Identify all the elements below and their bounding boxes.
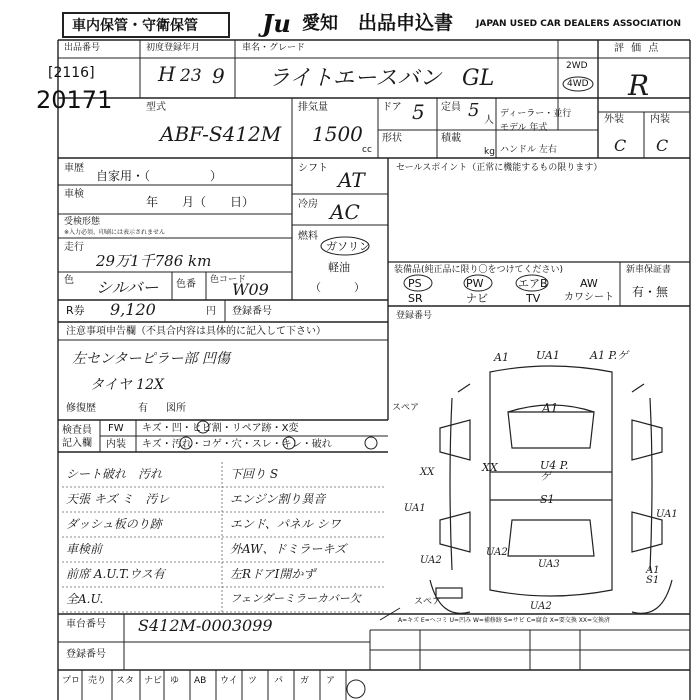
history-label: 車歴 [64, 163, 84, 174]
color-code-label: 色コード [210, 275, 247, 285]
car-name: ライトエースバン [268, 66, 442, 91]
capacity-label: 定員 [441, 102, 461, 113]
inspector-note-l4: 車検前 [66, 542, 103, 556]
equip-ps: PS [408, 277, 422, 290]
seal-right-label: 登録番号 [396, 311, 433, 321]
reg-no-label: 登録番号 [66, 649, 106, 660]
shift-value: AT [338, 168, 365, 192]
bottom-cell-7: ウイ [220, 676, 238, 686]
lot-number: 20171 [36, 86, 113, 114]
equip-leather: カワシート [564, 292, 614, 303]
form-label: 形状 [382, 133, 402, 144]
shift-label: シフト [298, 163, 328, 174]
diagram-mark-8: UA1 [404, 503, 426, 514]
notes-heading: 注意事項申告欄（不具合内容は具体的に記入して下さい） [66, 326, 326, 337]
inspector-note-r6: フェンダーミラーカバー欠 [230, 592, 361, 605]
interior-label: 内装 [650, 114, 670, 125]
fw-label: FW [108, 423, 124, 434]
bottom-cell-6: AB [194, 676, 207, 686]
diagram-mark-3: A1 P.ゲ [590, 349, 629, 362]
diagram-mark-9: UA1 [656, 509, 678, 520]
diagram-mark-6: S1 [540, 493, 555, 506]
warranty-with-without: 有・無 [632, 285, 669, 299]
damage-legend: A=キズ E=ヘコミ U=凹み W=補修跡 S=サビ C=腐食 X=要交換 XX=交換済 [398, 617, 610, 624]
diagram-mark-10: UA2 [420, 555, 442, 566]
interior-items: キズ・汚れ・コゲ・穴・スレ・キレ・破れ [142, 439, 332, 450]
inspector-note-r5: 左RドアI開かず [230, 567, 316, 581]
color-value: シルバー [96, 278, 159, 297]
equip-navi: ナビ [466, 292, 488, 305]
equip-aw: AW [580, 277, 598, 290]
color-no-label: 色番 [176, 279, 196, 290]
inspector-note-l1: シート破れ 汚れ [66, 467, 163, 481]
car-grade-label: 車名・グレード [242, 43, 306, 53]
diagram-mark-11: UA2 [486, 547, 508, 558]
sales-point-label: セールスポイント（正常に機能するもの限ります） [396, 163, 603, 173]
spare-label-top: スペア [392, 403, 420, 413]
aircon-label: 冷房 [298, 199, 318, 210]
door-count: 5 [412, 100, 425, 124]
diagram-mark-7: XX [482, 461, 498, 474]
inspector-note-l6: 全A.U. [66, 592, 104, 606]
yen-unit: 円 [206, 306, 216, 317]
interior-inspect-label: 内装 [106, 439, 126, 450]
diagram-mark-2: UA1 [536, 349, 560, 362]
fuel-other: （ ） [310, 281, 365, 294]
diagram-mark-4: A1 [542, 401, 559, 415]
repair-figure: 図所 [166, 403, 186, 414]
fuel-gasoline: ガソリン [326, 240, 370, 253]
spare-label-bottom: スペア [414, 597, 442, 607]
fuel-label: 燃料 [298, 231, 318, 242]
recycle-note: ※入力必須、印刷には表示されません [64, 229, 166, 236]
kg-unit: kg [484, 147, 495, 157]
inspection-label: 車検 [64, 189, 84, 200]
repair-existence: 有 [138, 403, 148, 414]
storage-badge-box [62, 12, 230, 38]
storage-badge: 車内保管・守衛保管 [72, 18, 198, 34]
inspector-note-l5: 前席 A.U.T.ウス有 [66, 567, 165, 581]
equipment-label: 装備品(純正品に限り〇をつけてください) [394, 265, 564, 275]
logo-mark: Ju [262, 9, 291, 38]
equip-airbag: エアB [518, 277, 548, 290]
new-warranty-label: 新車保証書 [626, 265, 672, 275]
inspector-note-l3: ダッシュ板のり跡 [66, 517, 162, 531]
inspector-note-r2: エンジン割り異音 [230, 492, 326, 506]
model-year-label: モデル 年式 [500, 123, 548, 133]
steering-label: ハンドル 左右 [500, 145, 557, 155]
car-grade: GL [462, 66, 495, 91]
bottom-cell-9: パ [274, 676, 284, 686]
exterior-grade: C [614, 136, 627, 155]
inspector-note-r4: 外AW、ドミラーキズ [230, 542, 347, 556]
displacement-label: 排気量 [298, 102, 328, 113]
drive-2wd: 2WD [566, 61, 588, 71]
repair-history-label: 修復歴 [66, 403, 96, 414]
bottom-cell-10: ガ [300, 676, 310, 686]
r-ticket-value: 9,120 [110, 300, 156, 319]
note-line-1: 左センターピラー部 凹傷 [72, 351, 230, 367]
fuel-diesel: 軽油 [328, 261, 350, 274]
interior-grade: C [656, 136, 669, 155]
logo-region: 愛知 [302, 13, 338, 34]
load-label: 積載 [441, 133, 461, 144]
usage-value: 自家用・（ ） [96, 169, 223, 183]
inspector-note-r1: 下回り S [230, 467, 279, 481]
model-code: ABF-S412M [160, 122, 282, 146]
era: H [158, 62, 176, 86]
inspector-note-l2: 天張 キズ ミ 汚レ [66, 492, 170, 506]
diagram-mark-13: A1 S1 [646, 565, 660, 586]
evaluation-score: R [628, 69, 650, 102]
equip-tv: TV [526, 292, 541, 305]
ref-number: [2116] [48, 65, 95, 81]
diagram-mark-15: XX [420, 467, 435, 478]
aircon-value: AC [330, 200, 360, 224]
r-ticket-label: R券 [66, 304, 85, 317]
diagram-mark-14: UA2 [530, 601, 552, 612]
mileage-value: 29万1千786 km [96, 252, 212, 270]
bottom-cell-4: ナビ [144, 676, 163, 686]
diagram-mark-1: A1 [494, 351, 509, 364]
people-unit: 人 [484, 115, 494, 126]
bottom-cell-11: ア [326, 676, 336, 686]
displacement-value: 1500 [312, 122, 363, 146]
model-label: 型式 [146, 102, 166, 113]
seat-count: 5 [468, 100, 480, 121]
equip-sr: SR [408, 292, 423, 305]
doors-label: ドア [382, 102, 402, 113]
chassis-label: 車台番号 [66, 619, 106, 630]
english-title: JAPAN USED CAR DEALERS ASSOCIATION [476, 19, 681, 29]
form-title: 出品申込書 [358, 12, 454, 34]
drive-4wd: 4WD [567, 79, 589, 89]
diagram-mark-5: U4 P.ゲ [540, 459, 569, 483]
fw-items: キズ・凹・ヒビ割・リペア跡・X変 [142, 423, 299, 434]
grade-points-label: 評 価 点 [614, 43, 661, 54]
inspector-label: 検査員 記入欄 [62, 425, 92, 449]
bottom-cell-2: 売り [88, 676, 107, 686]
reg-year: 23 [180, 66, 202, 86]
chassis-value: S412M-0003099 [138, 616, 273, 635]
note-line-2: タイヤ 12X [90, 377, 164, 393]
bottom-cell-8: ツ [248, 676, 258, 686]
bottom-cell-3: スタ [116, 676, 135, 686]
color-code-value: W09 [232, 280, 269, 299]
equip-pw: PW [466, 277, 484, 290]
bottom-cell-5: ゆ [170, 676, 180, 686]
cc-unit: cc [362, 145, 372, 155]
inspection-date: 年 月（ 日） [146, 195, 255, 209]
mileage-label: 走行 [64, 242, 84, 253]
lot-no-label: 出品番号 [64, 43, 101, 53]
first-reg-label: 初度登録年月 [146, 43, 201, 53]
bottom-cell-1: プロ [62, 676, 81, 686]
recycle-form-label: 受検形態 [64, 217, 101, 227]
color-label: 色 [64, 275, 74, 286]
seal-label: 登録番号 [232, 306, 272, 317]
dealer-label: ディーラー・並行 [500, 109, 572, 119]
inspector-note-r3: エンド、パネル シワ [230, 517, 341, 531]
diagram-mark-12: UA3 [538, 559, 560, 570]
exterior-label: 外装 [604, 114, 624, 125]
reg-month: 9 [212, 64, 225, 88]
